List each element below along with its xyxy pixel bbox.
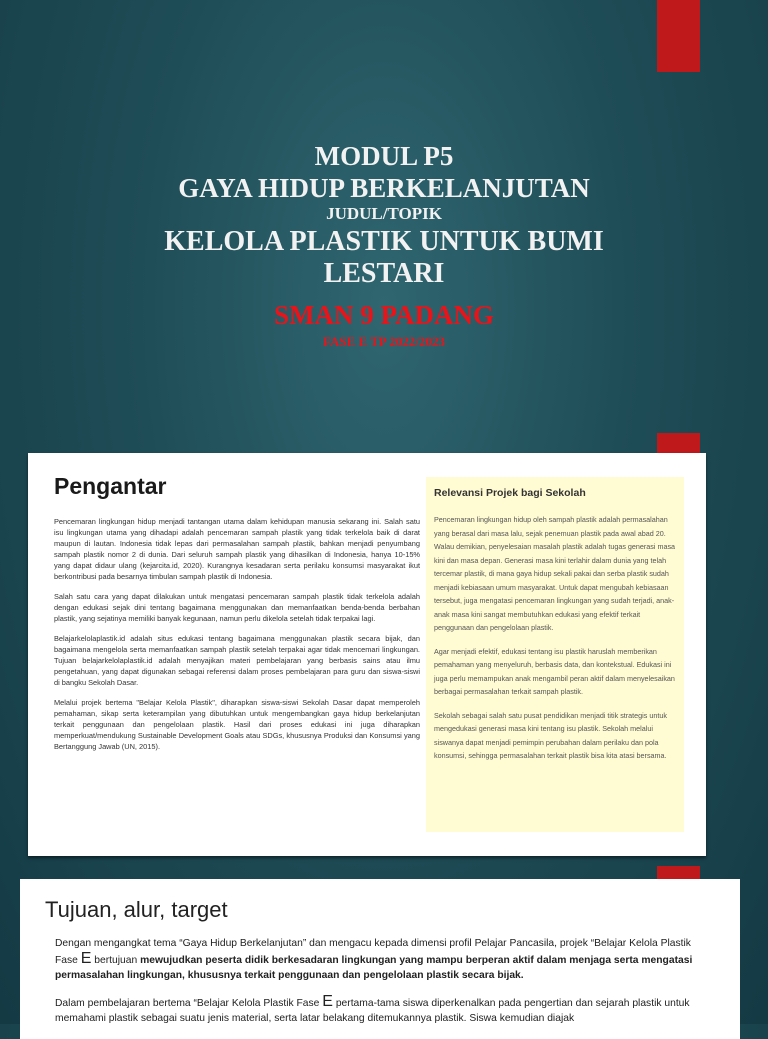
tujuan-p2-intro: Dalam pembelajaran bertema “Belajar Kelola Plastik Fase	[55, 998, 323, 1009]
phase-letter: E	[80, 950, 92, 967]
phase-year: FASE E TP 2022/2023	[323, 334, 445, 349]
tujuan-paragraph-2	[55, 994, 715, 1026]
title-block	[0, 140, 768, 350]
tujuan-p1-goal: mewujudkan peserta didik berkesadaran lingkungan yang mampu berperan aktif dalam menjaga serta mengatasi permasalahan lingkungan, khususnya terkait penggunaan dan pengelolaan plastik secara bijak.	[55, 955, 693, 981]
tujuan-p2-body: pertama-tama siswa diperkenalkan pada pengertian dan sejarah plastik untuk memahami plastik sebagai suatu jenis material, serta latar belakang ditemukannya plastik. Siswa kemudian diajak	[55, 998, 690, 1024]
pengantar-paragraph: Belajarkelolaplastik.id adalah situs edukasi tentang bagaimana menggunakan plastik secara bijak, dan bagaimana mengelola serta memanfaatkan sampah plastik setelah terpakai agar tidak mencemari lingkungan. Tujuan belajarkelolaplastik.id adalah menyajikan materi pembelajaran yang berbasis sains atau ilmu pengetahuan, yang dapat digunakan sebagai referensi dalam proses pembelajaran para guru dan siswa-siswi di bangku Sekolah Dasar.	[54, 634, 420, 687]
school-name: SMAN 9 PADANG	[274, 300, 494, 330]
tujuan-paragraph-1	[55, 936, 715, 983]
relevansi-paragraph: Pencemaran lingkungan hidup oleh sampah plastik adalah permasalahan yang berasal dari masa lalu, sejak penemuan plastik pada awal abad 20. Walau demikian, penyelesaian masalah plastik adalah tugas generasi masa kini dan masa depan. Generasi masa kini terlahir dalam dunia yang telah tercemar plastik, di mana gaya hidup sekali pakai dan serba plastik sudah menjadi kebiasaan umum masyarakat. Untuk dapat mengubah kebiasaan tersebut, juga mengatasi pencemaran lingkungan yang sudah terjadi, anak-anak masa kini sangat membutuhkan edukasi yang efektif terkait penggunaan dan pengelolaan plastik.	[434, 515, 676, 632]
phase-letter: E	[322, 993, 333, 1010]
pengantar-document	[28, 453, 706, 856]
theme-title: GAYA HIDUP BERKELANJUTAN	[178, 173, 590, 203]
relevansi-heading: Relevansi Projek bagi Sekolah	[434, 487, 586, 499]
topic-title-line1: KELOLA PLASTIK UNTUK BUMI	[164, 226, 604, 257]
red-accent-bar-middle	[657, 433, 700, 455]
topic-title	[0, 226, 768, 290]
pengantar-heading: Pengantar	[54, 473, 167, 499]
relevansi-box	[426, 477, 684, 832]
tujuan-document	[20, 879, 740, 1039]
pengantar-body	[54, 516, 420, 761]
tujuan-p1-mid: bertujuan	[91, 955, 141, 966]
relevansi-body	[434, 513, 676, 773]
pengantar-paragraph: Pencemaran lingkungan hidup menjadi tantangan utama dalam kehidupan manusia sekarang ini. Salah satu isu lingkungan utama yang dihadapi adalah pencemaran sampah plastik yang tidak terkelola baik di darat maupun di lautan. Indonesia tidak lepas dari permasalahan sampah plastik, bahkan menjadi penyumbang sampah plastik nomor 2 di dunia. Dari seluruh sampah plastik yang dihasilkan di Indonesia, hanya 10-15% yang dapat didaur ulang (kejarcita.id, 2020). Kurangnya kesadaran serta perilaku konsumsi masyarakat ikut berkontribusi pada besarnya timbulan sampah plastik di Indonesia.	[54, 517, 420, 581]
module-title: MODUL P5	[314, 141, 454, 171]
relevansi-paragraph: Sekolah sebagai salah satu pusat pendidikan menjadi titik strategis untuk mengedukasi generasi masa kini tentang isu plastik. Sekolah melalui siswanya dapat menjadi pemimpin perubahan dalam perilaku dan pola konsumsi, sehingga permasalahan terkait plastik bisa kita atasi bersama.	[434, 710, 667, 760]
pengantar-paragraph: Melalui projek bertema "Belajar Kelola Plastik", diharapkan siswa-siswi Sekolah Dasar dapat memperoleh pemahaman, sikap serta keterampilan yang dibutuhkan untuk mengembangkan gaya hidup berkelanjutan terkait penggunaan dan pengelolaan plastik. Hasil dari proses edukasi ini juga diharapkan memperkuat/mendukung Sustainable Development Goals atau SDGs, khususnya Produksi dan Konsumsi yang Bertanggung Jawab (UN, 2015).	[54, 698, 420, 751]
relevansi-paragraph: Agar menjadi efektif, edukasi tentang isu plastik haruslah memberikan pemahaman yang menyeluruh, berbasis data, dan kontekstual. Edukasi ini juga perlu memampukan anak mengambil peran aktif dalam menyelesaikan berbagai permasalahan terkait sampah plastik.	[434, 646, 675, 696]
topic-label: JUDUL/TOPIK	[326, 204, 442, 223]
tujuan-heading: Tujuan, alur, target	[45, 897, 228, 922]
red-accent-bar-top	[657, 0, 700, 72]
topic-title-line2: LESTARI	[323, 258, 445, 289]
pengantar-paragraph: Salah satu cara yang dapat dilakukan untuk mengatasi pencemaran sampah plastik tidak terkelola adalah dengan edukasi sejak dini tentang bagaimana menggunakan dan memanfaatkan benda-benda berbahan plastik, yang sejatinya memiliki banyak kegunaan, namun perlu dikelola setelah tidak terpakai lagi.	[54, 592, 420, 623]
tujuan-p1-intro: Dengan mengangkat tema “Gaya Hidup Berkelanjutan” dan mengacu kepada dimensi profil Pelajar Pancasila, projek “Belajar Kelola Plastik Fase	[55, 938, 691, 966]
red-accent-bar-bottom	[657, 866, 700, 880]
